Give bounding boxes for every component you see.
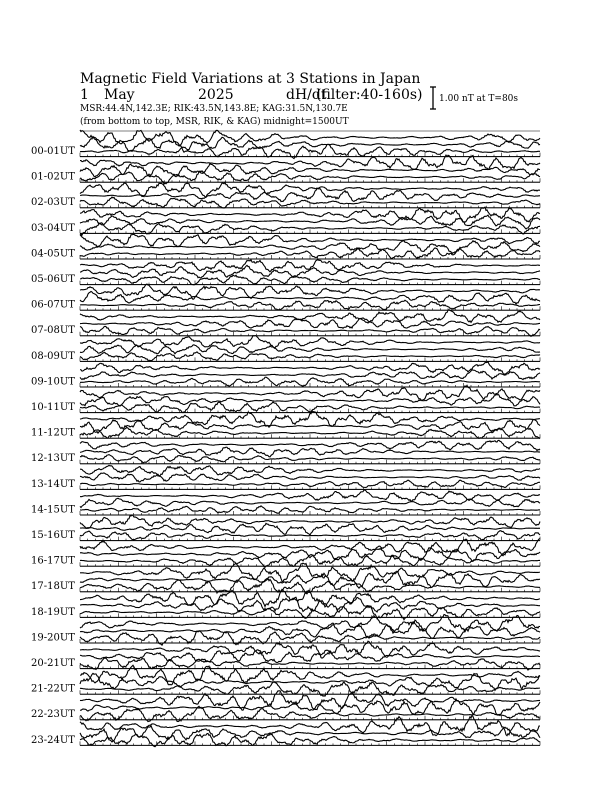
- trace-rik: [80, 673, 540, 690]
- hour-row: [31, 155, 540, 184]
- date-month: May: [104, 87, 135, 103]
- hour-row: [31, 538, 540, 567]
- trace-rik: [80, 345, 540, 354]
- trace-rik: [80, 241, 540, 254]
- hour-row-label: 14-15UT: [31, 504, 75, 516]
- date-day: 1: [80, 87, 89, 103]
- hour-row: [31, 259, 540, 285]
- component-label: dH/dt: [286, 87, 327, 103]
- hour-row-label: 01-02UT: [31, 171, 75, 183]
- hour-row: [31, 515, 540, 541]
- hour-row: [31, 336, 540, 362]
- hour-row: [31, 464, 540, 490]
- hour-row-label: 20-21UT: [31, 658, 75, 669]
- filter-label: (filter:40-160s): [316, 87, 423, 103]
- trace-kag: [80, 641, 540, 658]
- trace-rik: [80, 189, 540, 202]
- hour-row: [31, 385, 540, 413]
- hour-row-label: 00-01UT: [31, 146, 75, 157]
- trace-order-note: (from bottom to top, MSR, RIK, & KAG) midnight=1500UT: [80, 117, 349, 127]
- chart-title: Magnetic Field Variations at 3 Stations in Japan: [80, 71, 421, 87]
- trace-rik: [80, 163, 540, 177]
- hour-row-label: 12-13UT: [31, 453, 75, 465]
- hour-row: [31, 563, 540, 594]
- hour-row-label: 11-12UT: [31, 427, 75, 439]
- trace-rik: [80, 265, 540, 277]
- hour-row: [31, 310, 540, 337]
- trace-rik: [80, 650, 540, 663]
- trace-rik: [80, 572, 540, 588]
- hour-row: [31, 182, 540, 208]
- trace-kag: [80, 336, 540, 348]
- hour-row-label: 21-22UT: [31, 683, 75, 695]
- hour-row-label: 06-07UT: [31, 299, 75, 311]
- trace-kag: [80, 155, 540, 169]
- hour-row: [31, 438, 540, 464]
- trace-rik: [80, 473, 540, 482]
- trace-kag: [80, 234, 540, 246]
- hour-row-label: 02-03UT: [31, 197, 75, 209]
- station-coordinates: MSR:44.4N,142.3E; RIK:43.5N,143.8E; KAG:31.5N,130.7E: [80, 104, 348, 114]
- date-year: 2025: [198, 87, 234, 103]
- hour-row: [31, 207, 540, 235]
- trace-kag: [80, 490, 540, 501]
- hour-row: [31, 590, 540, 619]
- hour-row: [31, 489, 540, 515]
- hour-row: [31, 691, 540, 722]
- trace-kag: [80, 284, 540, 299]
- hour-row: [31, 411, 540, 439]
- trace-kag: [80, 182, 540, 197]
- hour-row: [31, 665, 540, 696]
- hour-row-label: 23-24UT: [31, 734, 75, 746]
- trace-kag: [80, 362, 540, 375]
- hour-row-label: 15-16UT: [31, 530, 75, 541]
- hour-row-label: 16-17UT: [31, 555, 75, 567]
- hour-row-label: 17-18UT: [31, 581, 75, 593]
- hour-row: [31, 130, 540, 159]
- hour-row-label: 08-09UT: [31, 350, 75, 362]
- trace-kag: [80, 515, 540, 529]
- hour-row-label: 13-14UT: [31, 478, 75, 490]
- trace-rik: [80, 318, 540, 328]
- hour-row-label: 18-19UT: [31, 606, 75, 618]
- trace-rik: [80, 291, 540, 304]
- hour-row-label: 04-05UT: [31, 248, 75, 260]
- trace-rik: [80, 447, 540, 457]
- hour-row: [31, 233, 540, 259]
- hour-row-label: 05-06UT: [31, 274, 75, 285]
- trace-kag: [80, 465, 540, 476]
- trace-kag: [80, 310, 540, 323]
- hour-row: [31, 361, 540, 387]
- hour-row-label: 10-11UT: [31, 402, 75, 413]
- hour-row: [31, 615, 540, 646]
- hour-row: [31, 284, 540, 311]
- hour-row: [31, 641, 540, 670]
- scale-label: 1.00 nT at T=80s: [439, 94, 519, 104]
- trace-kag: [80, 411, 540, 427]
- hour-row-label: 09-10UT: [31, 376, 75, 388]
- hour-row-label: 03-04UT: [31, 222, 75, 234]
- trace-msr: [80, 480, 540, 487]
- trace-rik: [80, 370, 540, 380]
- hour-row-label: 19-20UT: [31, 632, 75, 644]
- hour-row-label: 22-23UT: [31, 709, 75, 721]
- trace-kag: [80, 207, 540, 222]
- hour-row-label: 07-08UT: [31, 325, 75, 337]
